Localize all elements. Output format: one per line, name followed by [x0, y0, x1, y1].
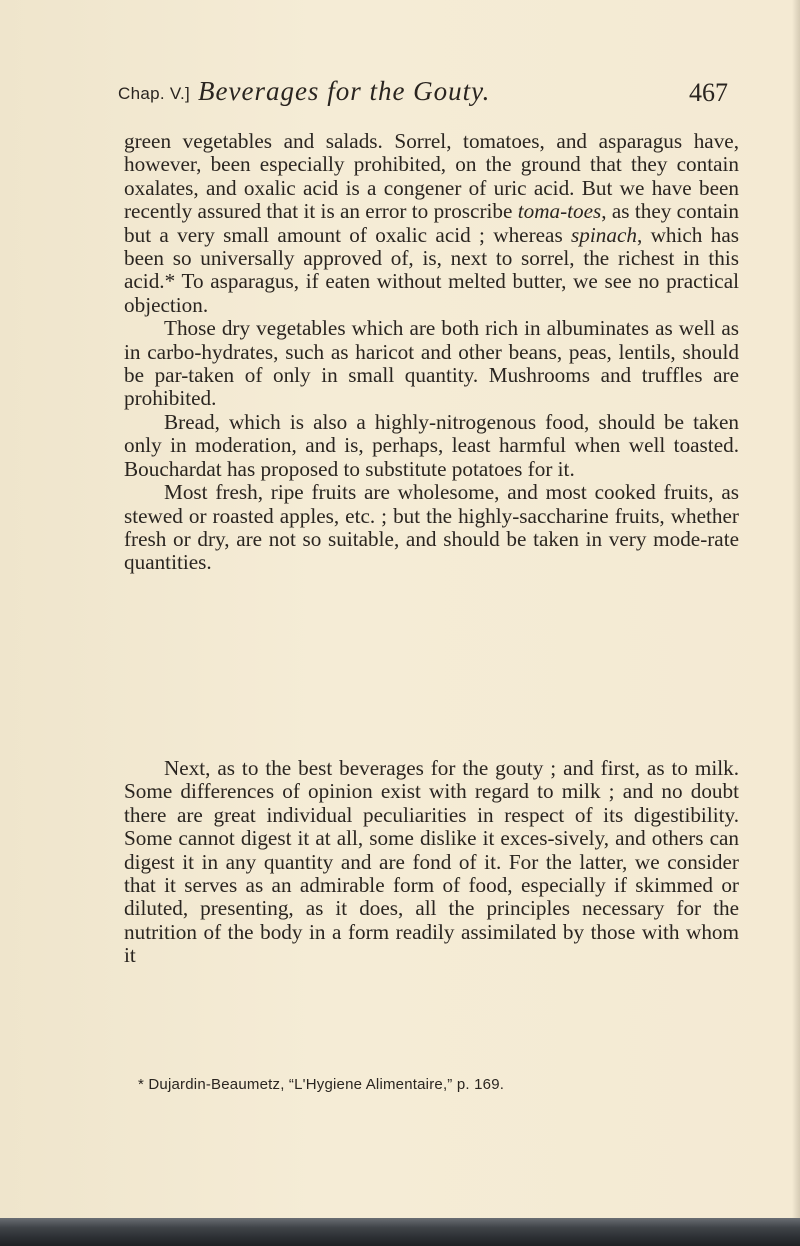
paragraph-milk: Next, as to the best beverages for the gouty ; and first, as to milk. Some differences of opinion exist with regard to milk ; and no doubt there are great individual peculiarities in respect of its digestibility. Some cannot digest it at all, some dislike it exces-sively, and others can digest it in any quantity and are fond of it. For the latter, we consider that it serves as an admirable form of food, especially if skimmed or diluted, presenting, as it does, all the principles necessary for the nutrition of the body in a form readily assimilated by those with whom it: [124, 756, 739, 968]
chapter-label: Chap. V.]: [118, 84, 191, 103]
text-run: , which has been so universally approved of, is, next to sorrel, the richest in this acid.* To asparagus, if eaten without melted butter, we see no practical objection.: [124, 222, 739, 317]
paragraph-dry-vegetables: Those dry vegetables which are both rich in albuminates as well as in carbo-hydrates, such as haricot and other beans, peas, lentils, should be par-taken of only in small quantity. Mushrooms and truffles are prohibited.: [124, 316, 739, 411]
running-title: Beverages for the Gouty.: [198, 76, 491, 106]
text-run: green vegetables and salads. Sorrel, tomatoes, and asparagus have, however, been especially prohibited, on the ground that they contain oxalates, and oxalic acid is a congener of uric acid. But we have been recently assured that it is an error to proscribe: [124, 129, 739, 224]
body-text-block-1: [124, 130, 739, 575]
italic-term-spinach: spinach: [571, 222, 637, 247]
scan-bottom-edge: [0, 1218, 800, 1246]
footnote: * Dujardin-Beaumetz, “L'Hygiene Alimentaire,” p. 169.: [138, 1076, 505, 1093]
page-number: 467: [689, 78, 728, 107]
text-run: , as they contain but a very small amount of oxalic acid ; whereas: [124, 199, 739, 247]
running-header: [118, 76, 728, 116]
page-edge-shadow: [792, 0, 800, 1246]
paragraph-bread: Bread, which is also a highly-nitrogenous food, should be taken only in moderation, and is, perhaps, least harmful when well toasted. Bouchardat has proposed to substitute potatoes for it.: [124, 409, 739, 481]
italic-term-tomatoes: toma-toes: [517, 199, 602, 224]
paragraph-fruits: Most fresh, ripe fruits are wholesome, and most cooked fruits, as stewed or roasted apples, etc. ; but the highly-saccharine fruits, whether fresh or dry, are not so suitable, and should be taken in very mode-rate quantities.: [124, 480, 739, 575]
body-text-block-2: [124, 757, 739, 968]
paragraph-vegetables: [124, 130, 739, 317]
